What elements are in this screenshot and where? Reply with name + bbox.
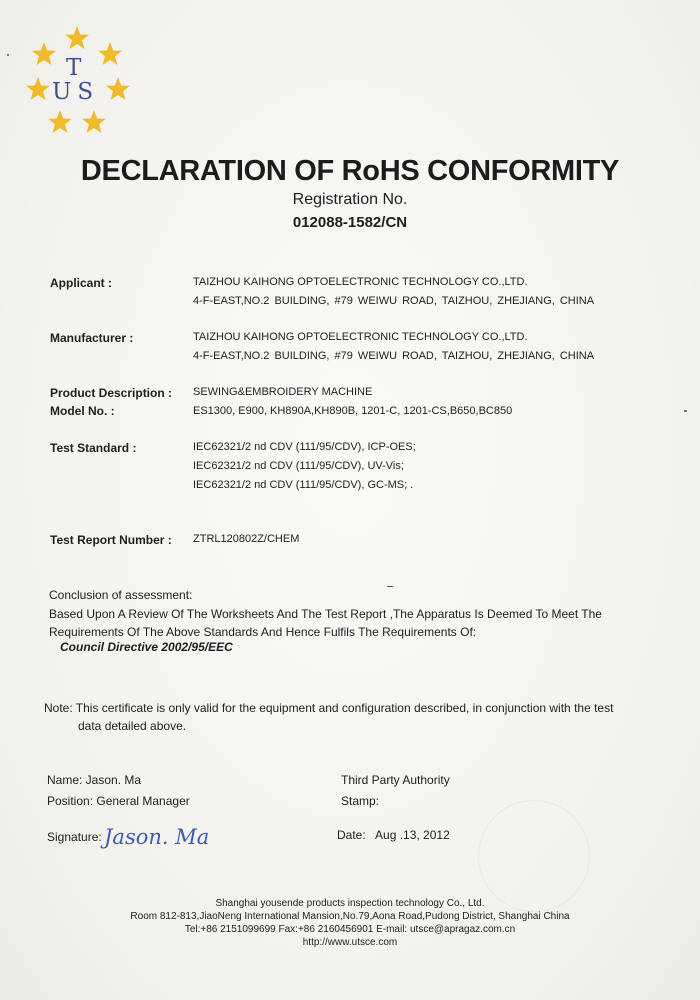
stray-mark — [387, 586, 393, 587]
page-title: DECLARATION OF RoHS CONFORMITY — [80, 155, 620, 187]
conclusion-heading: Conclusion of assessment: — [49, 588, 193, 602]
test-report-number: ZTRL120802Z/CHEM — [193, 533, 300, 545]
applicant-name: TAIZHOU KAIHONG OPTOELECTRONIC TECHNOLOGY CO.,LTD. — [193, 276, 528, 288]
test-standard-line: IEC62321/2 nd CDV (111/95/CDV), GC-MS; . — [193, 479, 414, 491]
footer-contact: Tel:+86 2151099699 Fax:+86 2160456901 E-mail: utsce@apragaz.com.cn — [184, 924, 516, 935]
tus-logo — [22, 24, 132, 136]
issuer-footer — [0, 897, 700, 949]
applicant-label: Applicant : — [50, 276, 112, 290]
signatory-position: Position: General Manager — [47, 794, 190, 808]
authority-block — [341, 770, 450, 812]
footer-company: Shanghai yousende products inspection technology Co., Ltd. — [215, 898, 485, 909]
stray-mark — [7, 54, 9, 56]
signatory-name: Name: Jason. Ma — [47, 773, 142, 787]
authority-title: Third Party Authority — [341, 773, 450, 787]
manufacturer-label: Manufacturer : — [50, 331, 134, 345]
test-standard-label: Test Standard : — [50, 441, 137, 455]
test-standard-values — [193, 438, 416, 495]
signatory-block — [47, 770, 190, 812]
product-description-label: Product Description : — [50, 386, 173, 400]
applicant-value — [193, 273, 594, 311]
manufacturer-address: 4-F-EAST,NO.2 BUILDING, #79 WEIWU ROAD, TAIZHOU, ZHEJIANG, CHINA — [193, 350, 595, 362]
faint-stamp-watermark — [478, 800, 590, 912]
validity-note — [44, 699, 613, 735]
signature-text: Jason. Ma — [104, 825, 210, 849]
logo-letter-t: T — [66, 55, 82, 81]
manufacturer-name: TAIZHOU KAIHONG OPTOELECTRONIC TECHNOLOGY CO.,LTD. — [193, 331, 528, 343]
conclusion-line-2: Requirements Of The Above Standards And Hence Fulfils The Requirements Of: — [49, 625, 477, 639]
stray-mark — [684, 410, 687, 412]
conclusion-line-1: Based Upon A Review Of The Worksheets And The Test Report ,The Apparatus Is Deemed To Meet The — [49, 607, 602, 621]
registration-label: Registration No. — [292, 191, 408, 208]
footer-url: http://www.utsce.com — [302, 937, 398, 948]
manufacturer-value — [193, 328, 594, 366]
handwritten-signature — [100, 818, 230, 858]
footer-address: Room 812-813,JiaoNeng International Mansion,No.79,Aona Road,Pudong District, Shanghai China — [130, 911, 570, 922]
signature-label: Signature: — [47, 830, 102, 844]
model-no-label: Model No. : — [50, 404, 115, 418]
test-report-label: Test Report Number : — [50, 533, 172, 547]
test-standard-line: IEC62321/2 nd CDV (111/95/CDV), UV-Vis; — [193, 460, 404, 472]
applicant-address: 4-F-EAST,NO.2 BUILDING, #79 WEIWU ROAD, TAIZHOU, ZHEJIANG, CHINA — [193, 295, 595, 307]
note-line-1: Note: This certificate is only valid for the equipment and configuration described, in conjunction with the test — [44, 701, 614, 715]
issue-date: Date: Aug .13, 2012 — [337, 828, 450, 842]
stamp-label: Stamp: — [341, 794, 380, 808]
product-description: SEWING&EMBROIDERY MACHINE — [193, 386, 373, 398]
product-value — [193, 383, 512, 421]
council-directive: Council Directive 2002/95/EEC — [60, 640, 233, 654]
test-standard-line: IEC62321/2 nd CDV (111/95/CDV), ICP-OES; — [193, 441, 416, 453]
registration-number: 012088-1582/CN — [292, 214, 408, 231]
model-numbers: ES1300, E900, KH890A,KH890B, 1201-C, 1201-CS,B650,BC850 — [193, 405, 513, 417]
note-line-2: data detailed above. — [78, 719, 187, 733]
logo-letters-us: US — [52, 79, 100, 105]
